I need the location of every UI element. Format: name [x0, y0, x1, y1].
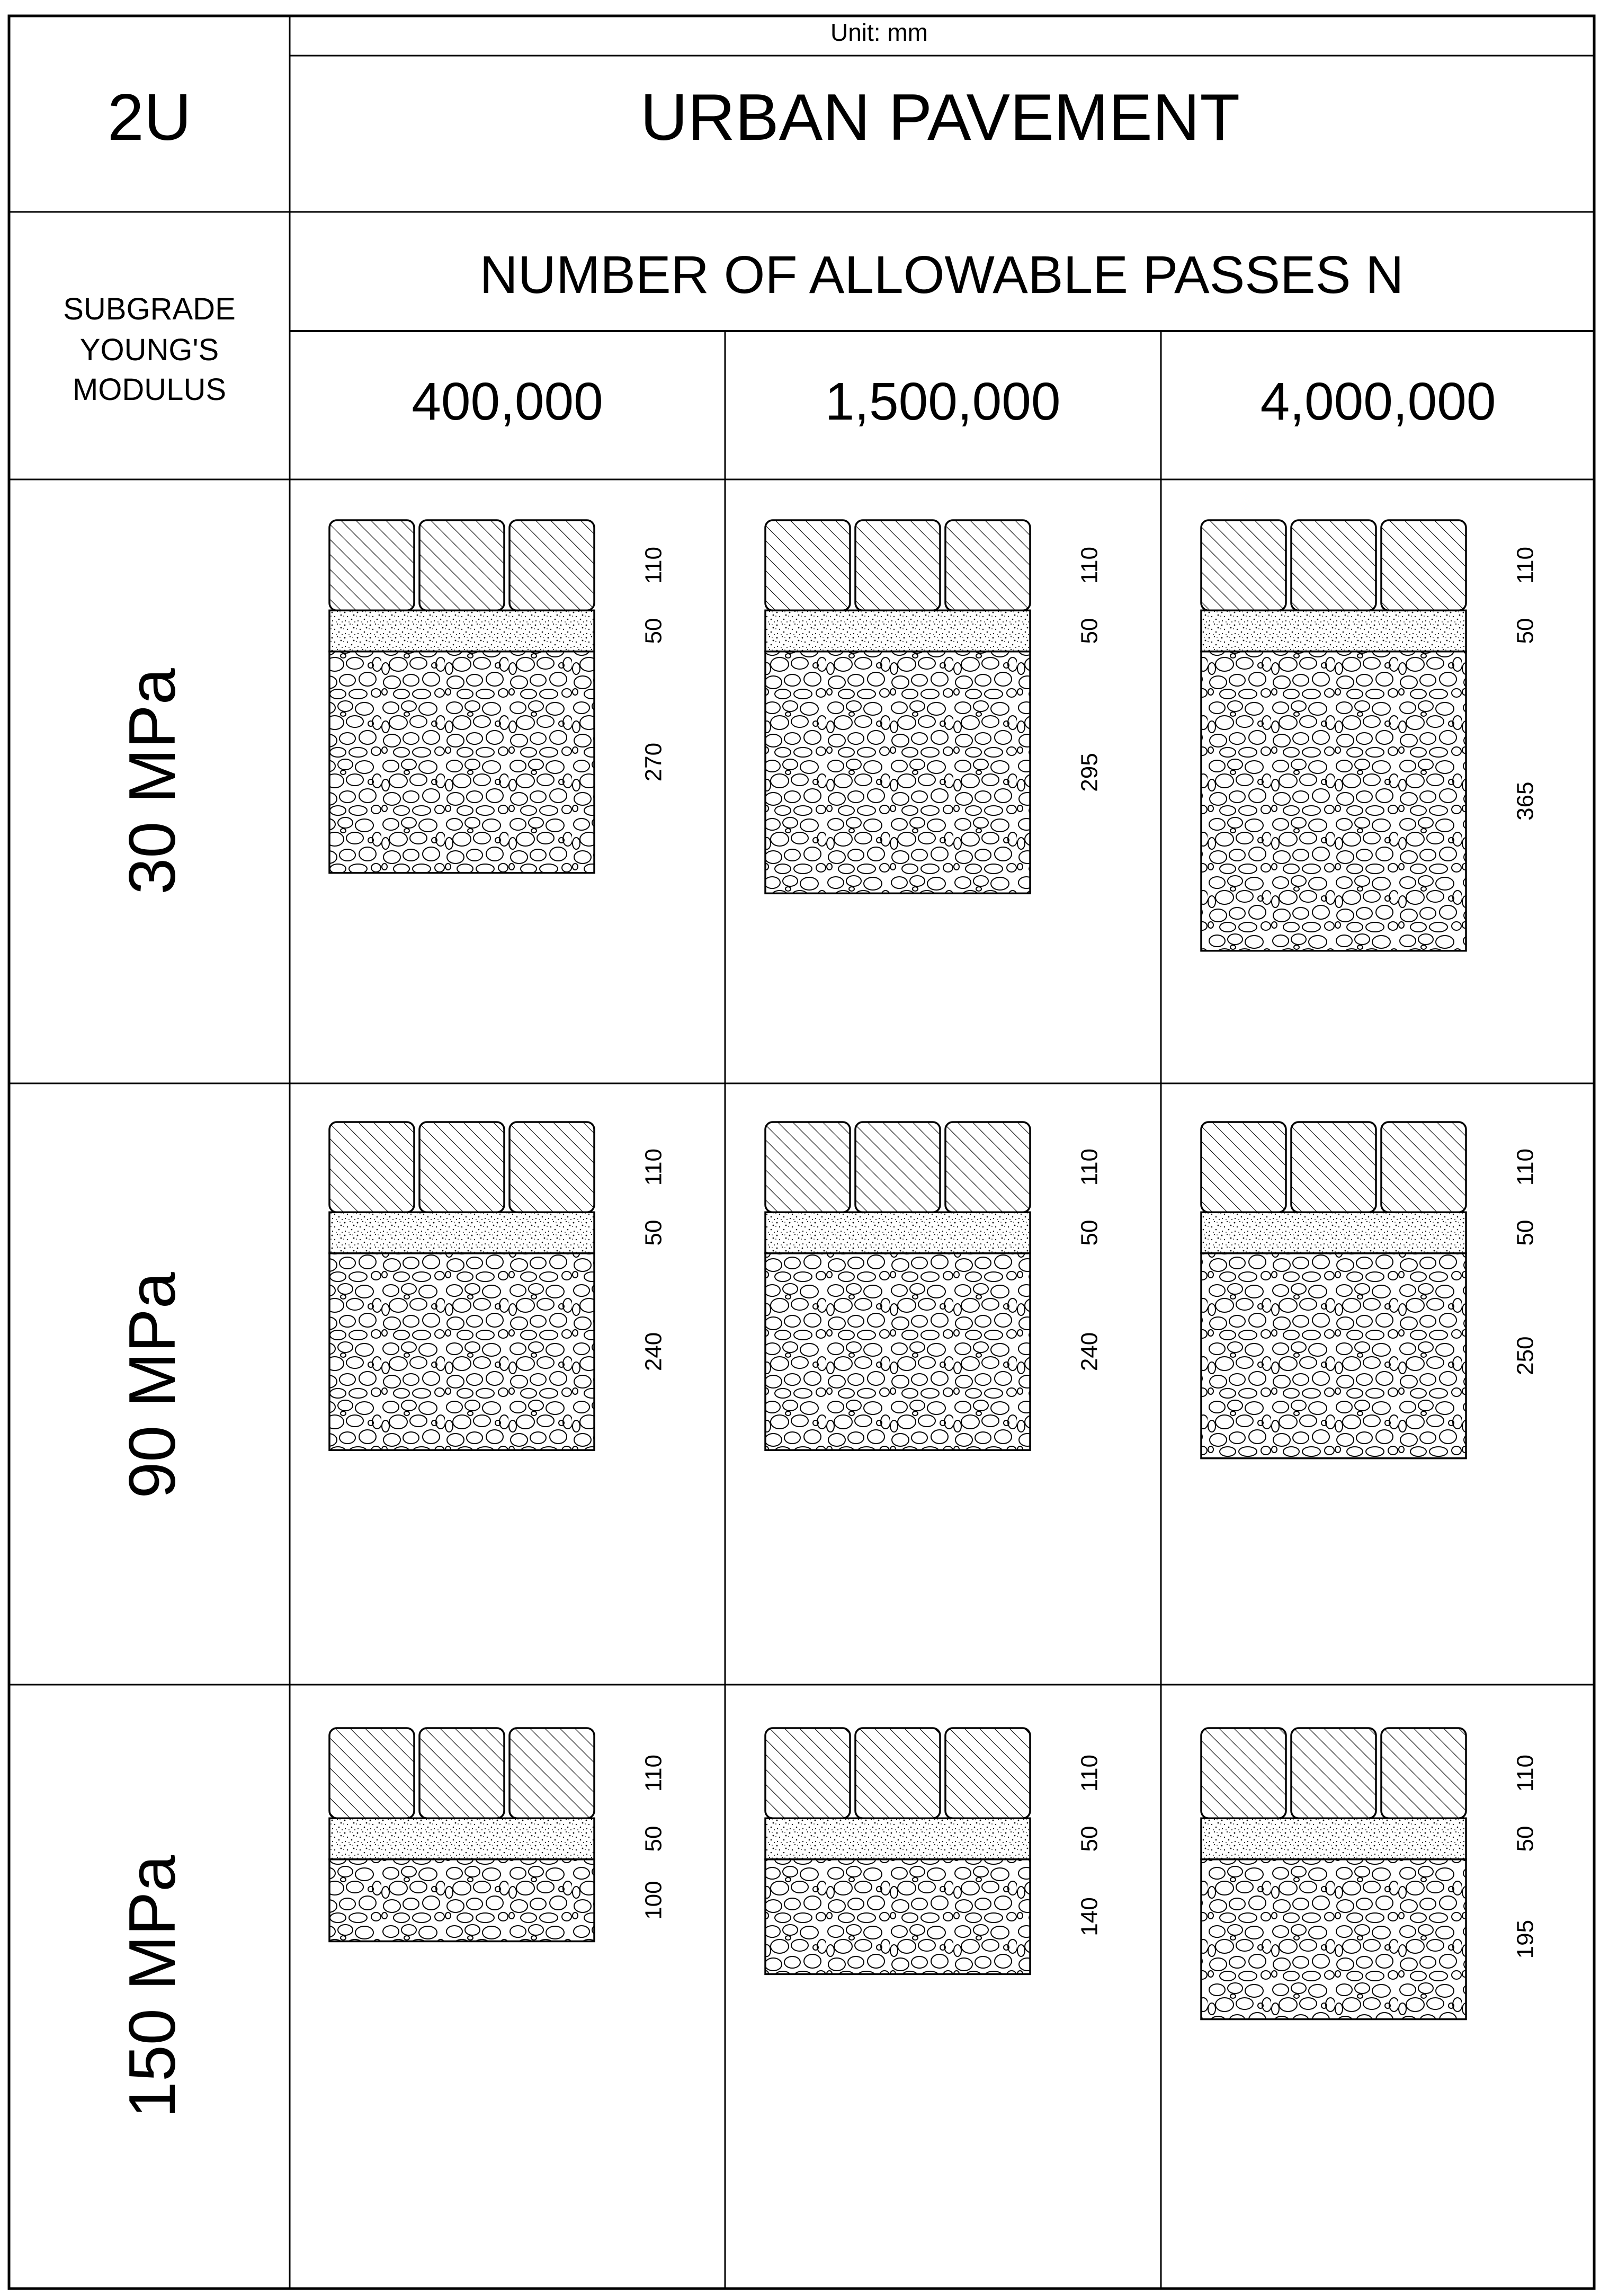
chart-code: 2U: [107, 81, 192, 154]
bedding-layer: [329, 1818, 594, 1859]
pavement-section-r1-c1: [329, 520, 667, 873]
paver-block: [765, 1728, 850, 1818]
paver-thickness-label: 110: [1512, 1149, 1539, 1186]
column-header-2: 1,500,000: [825, 372, 1061, 431]
paver-block: [1201, 520, 1286, 610]
paver-block: [509, 1122, 594, 1212]
paver-block: [855, 1122, 940, 1212]
paver-block: [855, 520, 940, 610]
row-header-label-line-2: YOUNG'S: [79, 333, 219, 367]
paver-block: [329, 1122, 414, 1212]
paver-block: [945, 1122, 1030, 1212]
base-thickness-label: 240: [640, 1332, 667, 1372]
paver-block: [765, 520, 850, 610]
paver-thickness-label: 110: [1512, 547, 1539, 584]
paver-block: [945, 1728, 1030, 1818]
paver-thickness-label: 110: [640, 1149, 667, 1186]
base-thickness-label: 195: [1512, 1919, 1539, 1959]
row-label-30-mpa: 30 MPa: [116, 668, 189, 895]
bedding-thickness-label: 50: [1076, 1220, 1103, 1246]
bedding-layer: [1201, 1212, 1466, 1253]
paver-block: [1201, 1122, 1286, 1212]
pavement-sections: [329, 520, 1539, 2019]
base-layer: [1201, 1253, 1466, 1458]
bedding-layer: [329, 1212, 594, 1253]
pavement-section-r3-c1: [329, 1728, 667, 1941]
paver-block: [419, 1728, 504, 1818]
base-thickness-label: 100: [640, 1881, 667, 1920]
unit-note: Unit: mm: [830, 19, 928, 46]
pavement-section-r3-c2: [765, 1728, 1103, 1974]
row-label-90-mpa: 90 MPa: [116, 1272, 189, 1499]
paver-thickness-label: 110: [640, 1755, 667, 1792]
paver-block: [945, 520, 1030, 610]
bedding-layer: [765, 1212, 1030, 1253]
base-layer: [765, 652, 1030, 894]
bedding-thickness-label: 50: [1076, 1826, 1103, 1852]
base-thickness-label: 140: [1076, 1897, 1103, 1936]
bedding-thickness-label: 50: [1512, 618, 1539, 644]
paver-block: [1291, 1728, 1376, 1818]
pavement-section-r2-c2: [765, 1122, 1103, 1450]
paver-block: [1381, 1728, 1466, 1818]
paver-block: [1381, 520, 1466, 610]
paver-block: [765, 1122, 850, 1212]
paver-block: [329, 1728, 414, 1818]
paver-thickness-label: 110: [1076, 547, 1103, 584]
paver-block: [419, 520, 504, 610]
bedding-thickness-label: 50: [640, 1826, 667, 1852]
paver-thickness-label: 110: [1076, 1149, 1103, 1186]
base-layer: [1201, 1859, 1466, 2019]
base-layer: [765, 1859, 1030, 1974]
paver-thickness-label: 110: [640, 547, 667, 584]
bedding-layer: [765, 610, 1030, 651]
bedding-thickness-label: 50: [1512, 1826, 1539, 1852]
paver-block: [419, 1122, 504, 1212]
bedding-layer: [765, 1818, 1030, 1859]
column-header-3: 4,000,000: [1260, 372, 1496, 431]
base-layer: [1201, 652, 1466, 951]
paver-block: [1291, 520, 1376, 610]
bedding-thickness-label: 50: [1076, 618, 1103, 644]
passes-title: NUMBER OF ALLOWABLE PASSES N: [479, 245, 1404, 305]
paver-block: [509, 520, 594, 610]
row-label-150-mpa: 150 MPa: [116, 1855, 189, 2119]
base-layer: [765, 1253, 1030, 1450]
bedding-layer: [1201, 610, 1466, 651]
paver-block: [1201, 1728, 1286, 1818]
bedding-thickness-label: 50: [640, 618, 667, 644]
paver-block: [855, 1728, 940, 1818]
pavement-section-r2-c3: [1201, 1122, 1539, 1458]
bedding-thickness-label: 50: [1512, 1220, 1539, 1246]
paver-block: [1291, 1122, 1376, 1212]
base-thickness-label: 295: [1076, 753, 1103, 792]
pavement-section-r1-c2: [765, 520, 1103, 893]
bedding-thickness-label: 50: [640, 1220, 667, 1246]
paver-block: [509, 1728, 594, 1818]
base-thickness-label: 270: [640, 742, 667, 782]
paver-thickness-label: 110: [1076, 1755, 1103, 1792]
base-layer: [329, 1253, 594, 1450]
row-header-label-line-1: SUBGRADE: [63, 292, 236, 326]
bedding-layer: [1201, 1818, 1466, 1859]
pavement-section-r2-c1: [329, 1122, 667, 1450]
paver-block: [1381, 1122, 1466, 1212]
bedding-layer: [329, 610, 594, 651]
base-layer: [329, 652, 594, 873]
pavement-section-r1-c3: [1201, 520, 1539, 951]
base-layer: [329, 1859, 594, 1942]
base-thickness-label: 250: [1512, 1336, 1539, 1375]
paver-thickness-label: 110: [1512, 1755, 1539, 1792]
paver-block: [329, 520, 414, 610]
page-title: URBAN PAVEMENT: [640, 81, 1240, 154]
column-header-1: 400,000: [412, 372, 603, 431]
row-header-label-line-3: MODULUS: [72, 372, 227, 407]
pavement-section-r3-c3: [1201, 1728, 1539, 2019]
base-thickness-label: 240: [1076, 1332, 1103, 1372]
base-thickness-label: 365: [1512, 781, 1539, 821]
